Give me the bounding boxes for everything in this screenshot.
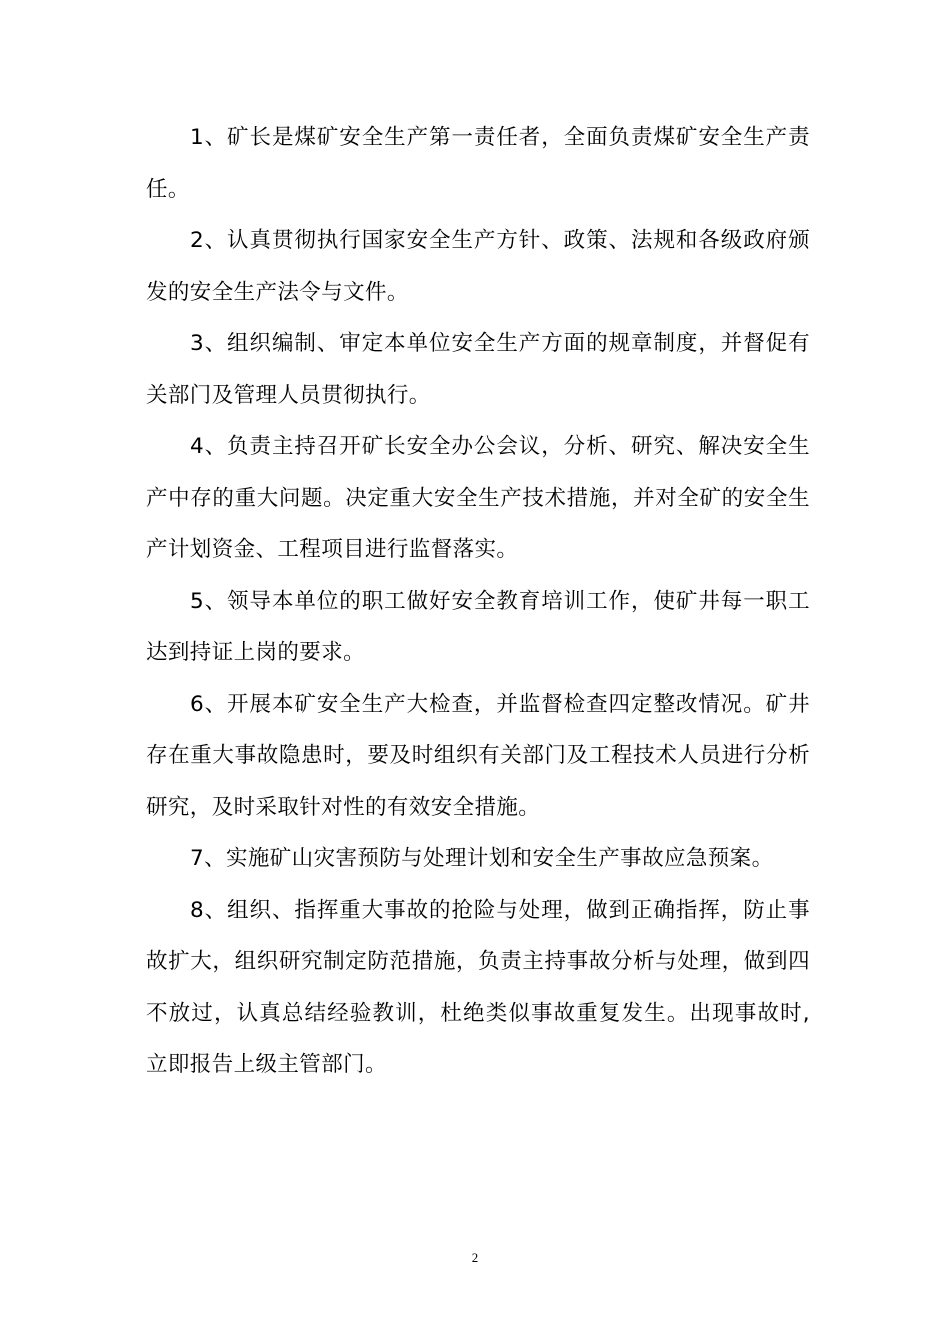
paragraph-4: 4、负责主持召开矿长安全办公会议，分析、研究、解决安全生产中存的重大问题。决定重大安全生产技术措施，并对全矿的安全生产计划资金、工程项目进行监督落实。 <box>146 434 810 562</box>
paragraph-7: 7、实施矿山灾害预防与处理计划和安全生产事故应急预案。 <box>190 846 774 871</box>
page-number: 2 <box>471 1250 479 1265</box>
paragraph-6: 6、开展本矿安全生产大检查，并监督检查四定整改情况。矿井存在重大事故隐患时，要及时组织有关部门及工程技术人员进行分析研究，及时采取针对性的有效安全措施。 <box>146 691 810 820</box>
paragraph-5: 5、领导本单位的职工做好安全教育培训工作，使矿井每一职工达到持证上岗的要求。 <box>146 588 810 665</box>
paragraph-2: 2、认真贯彻执行国家安全生产方针、政策、法规和各级政府颁发的安全生产法令与文件。 <box>146 228 810 305</box>
document-body <box>146 112 810 1091</box>
paragraph-1: 1、矿长是煤矿安全生产第一责任者，全面负责煤矿安全生产责任。 <box>146 125 810 202</box>
paragraph-8: 8、组织、指挥重大事故的抢险与处理，做到正确指挥，防止事故扩大，组织研究制定防范措施，负责主持事故分析与处理，做到四不放过，认真总结经验教训，杜绝类似事故重复发生。出现事故时,立即报告上级主管部门。 <box>146 897 810 1077</box>
paragraph-3: 3、组织编制、审定本单位安全生产方面的规章制度，并督促有关部门及管理人员贯彻执行。 <box>146 331 810 408</box>
